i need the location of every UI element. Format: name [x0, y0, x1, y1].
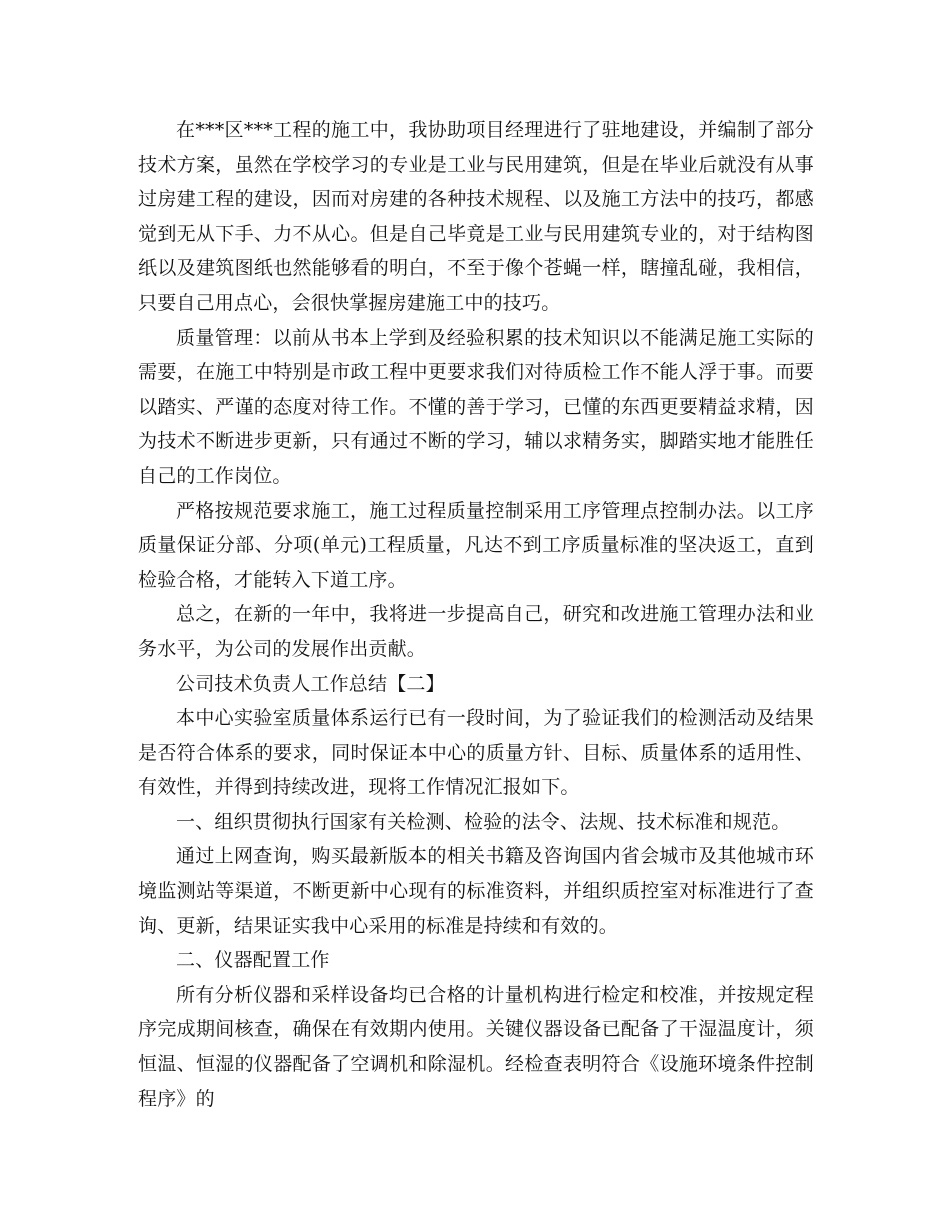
paragraph-quality-management: 质量管理：以前从书本上学到及经验积累的技术知识以不能满足施工实际的需要，在施工中特别是市政工程中更要求我们对待质检工作不能人浮于事。而要以踏实、严谨的态度对待工作。不懂的善于学习，已懂的东西更要精益求精，因为技术不断进步更新，只有通过不断的学习，辅以求精务实，脚踏实地才能胜任自己的工作岗位。: [138, 326, 814, 487]
section-heading-summary-two: 公司技术负责人工作总结【二】: [176, 672, 445, 695]
section-heading-regulations: 一、组织贯彻执行国家有关检测、检验的法令、法规、技术标准和规范。: [176, 810, 791, 833]
paragraph-instrument-calibration: 所有分析仪器和采样设备均已合格的计量机构进行检定和校准，并按规定程序完成期间核查，确保在有效期内使用。关键仪器设备已配备了干湿温度计，须恒温、恒湿的仪器配备了空调机和除湿机。经检查表明符合《设施环境条件控制程序》的: [138, 983, 814, 1110]
document-body: [138, 113, 814, 1116]
paragraph-project-construction: 在***区***工程的施工中，我协助项目经理进行了驻地建设，并编制了部分技术方案，虽然在学校学习的专业是工业与民用建筑，但是在毕业后就没有从事过房建工程的建设，因而对房建的各种技术规程、以及施工方法中的技巧，都感觉到无从下手、力不从心。但是自己毕竟是工业与民用建筑专业的，对于结构图纸以及建筑图纸也然能够看的明白，不至于像个苍蝇一样，瞎撞乱碰，我相信，只要自己用点心，会很快掌握房建施工中的技巧。: [138, 119, 814, 314]
paragraph-lab-quality-system: 本中心实验室质量体系运行已有一段时间，为了验证我们的检测活动及结果是否符合体系的要求，同时保证本中心的质量方针、目标、质量体系的适用性、有效性，并得到持续改进，现将工作情况汇报如下。: [138, 707, 814, 799]
section-heading-instrument-configuration: 二、仪器配置工作: [176, 949, 330, 972]
paragraph-standards-update: 通过上网查询，购买最新版本的相关书籍及咨询国内省会城市及其他城市环境监测站等渠道，不断更新中心现有的标准资料，并组织质控室对标准进行了查询、更新，结果证实我中心采用的标准是持续和有效的。: [138, 845, 814, 937]
paragraph-construction-standards: 严格按规范要求施工，施工过程质量控制采用工序管理点控制办法。以工序质量保证分部、分项(单元)工程质量，凡达不到工序质量标准的坚决返工，直到检验合格，才能转入下道工序。: [138, 499, 814, 591]
paragraph-conclusion: 总之，在新的一年中，我将进一步提高自己，研究和改进施工管理办法和业务水平，为公司的发展作出贡献。: [138, 603, 814, 660]
